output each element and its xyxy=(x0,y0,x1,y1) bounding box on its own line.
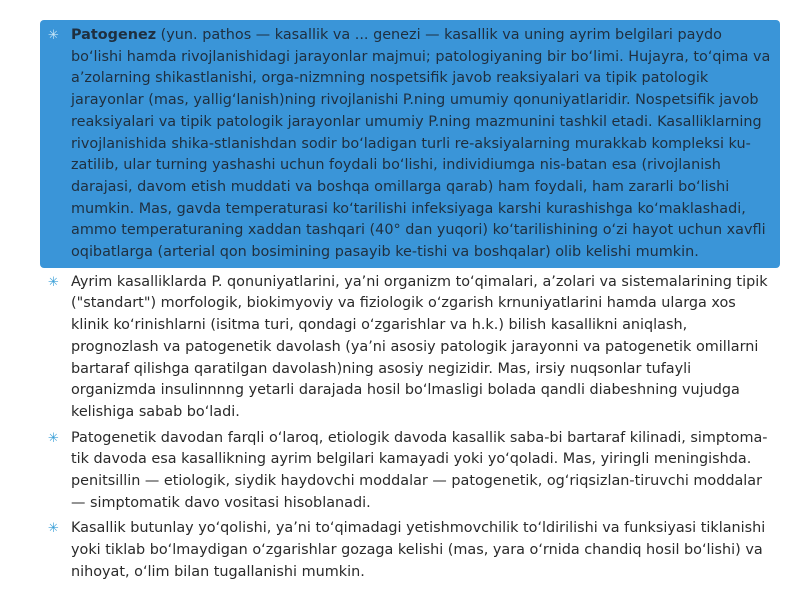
paragraph-pathogenesis-definition xyxy=(46,25,776,264)
paragraph-pathogenesis-laws xyxy=(46,272,776,424)
paragraph-text: Patogenetik davodan farqli o‘laroq, etiologik davoda kasallik saba-bi bartaraf kilinadi, simptoma-tik davoda esa kasallikning ayrim belgilari kamayadi yoki yo‘qoladi. Mas, yiringli meningishda. penitsillin — etiologik, siydik haydovchi moddalar — patogenetik, og‘riqsizlan-tiruvchi moddalar — simptomatik davo vositasi hisoblanadi. xyxy=(71,429,768,511)
paragraph-text: (yun. pathos — kasallik va ... genezi — kasallik va uning ayrim belgilari paydo bo‘lishi hamda rivojlanishidagi jarayonlar majmui; patologiyaning bir bo‘limi. Hujayra, to‘qima va a’zolarning shikastlanishi, orga-nizmning nospetsifik javob reaksiyalari va tipik patologik jarayonlar (mas, yallig‘lanish)ning rivojlanishi P.ning umumiy qonuniyatlaridir. Nospetsifik javob reaksiyalari va tipik patologik jarayonlar umumiy P.ning mazmunini tashkil etadi. Kasalliklarning rivojlanishida shika-stlanishdan sodir bo‘ladigan turli re-aksiyalarning murakkab kompleksi ku-zatilib, ular turning yashashi uchun foydali bo‘lishi, individiumga nis-batan esa (rivojlanish darajasi, davom etish muddati va boshqa omillarga qarab) ham foydali, ham zararli bo‘lishi mumkin. Mas, gavda temperaturasi ko‘tarilishi infeksiyaga karshi kurashishga ko‘maklashadi, ammo temperaturaning xaddan tashqari (40° dan yuqori) ko‘tarilishining o‘zi hayot uchun xavfli oqibatlarga (arterial qon bosimining pasayib ke-tishi va boshqalar) olib kelishi mumkin. xyxy=(71,27,771,261)
snowflake-bullet-icon: ✳ xyxy=(48,521,59,537)
slide-content xyxy=(46,25,776,588)
snowflake-bullet-icon: ✳ xyxy=(48,274,59,290)
paragraph-treatment-types xyxy=(46,428,776,515)
snowflake-bullet-icon: ✳ xyxy=(48,28,59,43)
term-heading: Patogenez xyxy=(71,27,157,43)
paragraph-disease-outcome xyxy=(46,518,776,583)
paragraph-text: Kasallik butunlay yo‘qolishi, ya’ni to‘qimadagi yetishmovchilik to‘ldirilishi va funksiyasi tiklanishi yoki tiklab bo‘lmaydigan o‘zgarishlar gozaga kelishi (mas, yara o‘rnida chandiq hosil bo‘lishi) va nihoyat, o‘lim bilan tugallanishi mumkin. xyxy=(71,520,766,580)
paragraph-text: Ayrim kasalliklarda P. qonuniyatlarini, ya’ni organizm to‘qimalari, a’zolari va sistemalarining tipik ("standart") morfologik, biokimyoviy va fiziologik o‘zgarish krnuniyatlarini hamda ularga xos klinik ko‘rinishlarni (isitma turi, qondagi o‘zgarishlar va h.k.) bilish kasallikni aniqlash, prognozlash va patogenetik davolash (ya’ni asosiy patologik jarayonni va patogenetik omillarni bartaraf qilishga qaratilgan davolash)ning asosiy negizidir. Mas, irsiy nuqsonlar tufayli organizmda insulinnnng yetarli darajada hosil bo‘lmasligi bolada qandli diabeshning vujudga kelishiga sabab bo‘ladi. xyxy=(71,273,768,420)
snowflake-bullet-icon: ✳ xyxy=(48,430,59,446)
